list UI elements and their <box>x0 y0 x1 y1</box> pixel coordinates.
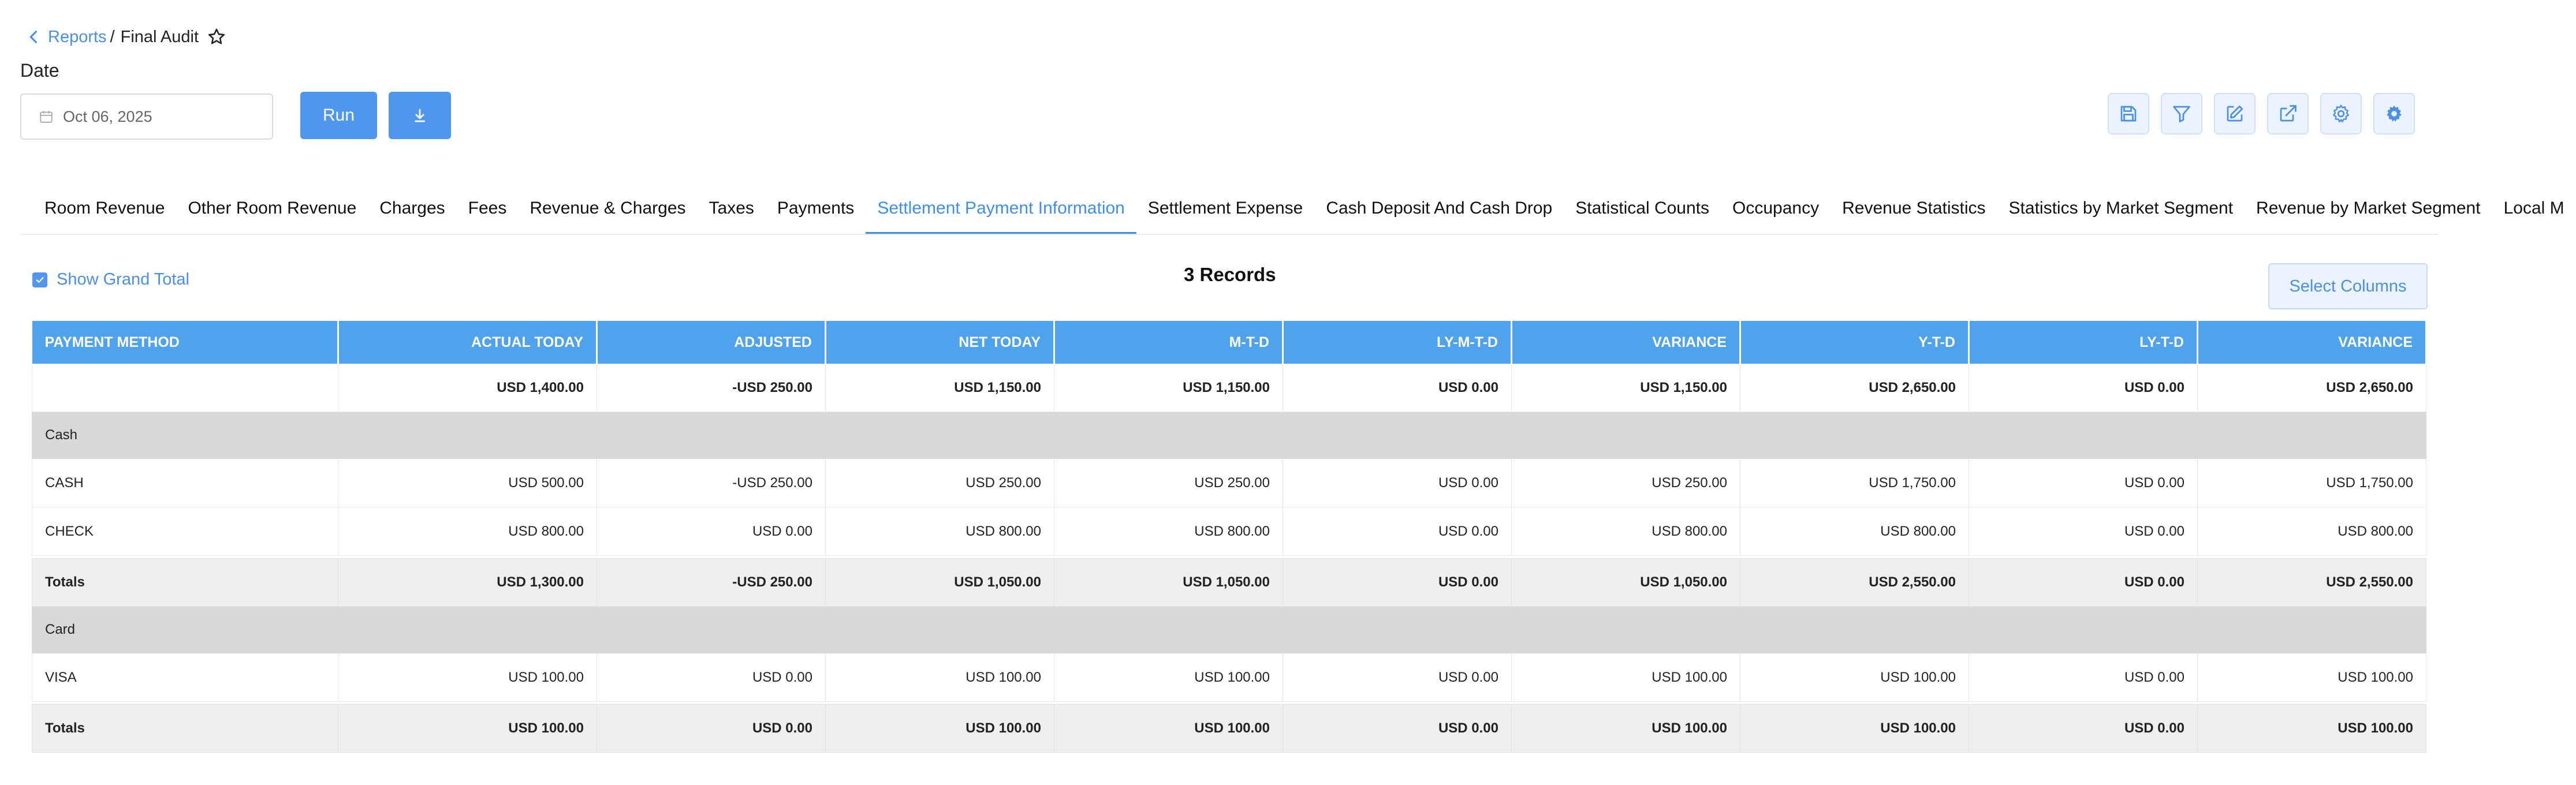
table-cell: USD 0.00 <box>597 653 826 702</box>
table-cell: USD 100.00 <box>338 653 597 702</box>
table-cell: USD 0.00 <box>1283 559 1512 607</box>
table-cell: CHECK <box>32 507 338 556</box>
table-cell: USD 0.00 <box>1283 364 1512 412</box>
tab-fees[interactable]: Fees <box>468 199 507 218</box>
group-label: Cash <box>32 412 2426 459</box>
table-cell: USD 0.00 <box>1969 459 2198 507</box>
table-cell: VISA <box>32 653 338 702</box>
breadcrumb <box>26 24 226 50</box>
breadcrumb-reports-link[interactable]: Reports <box>48 27 107 46</box>
table-cell: USD 100.00 <box>1740 653 1969 702</box>
table-cell: USD 2,550.00 <box>1740 559 1969 607</box>
table-cell: USD 0.00 <box>1969 705 2198 753</box>
table-row <box>32 653 2426 702</box>
tab-payments[interactable]: Payments <box>777 199 855 218</box>
totals-row-card <box>32 705 2426 753</box>
table-header-row <box>32 321 2426 364</box>
table-cell: USD 1,750.00 <box>2198 459 2426 507</box>
advanced-settings-button[interactable] <box>2373 93 2415 134</box>
table-cell: USD 500.00 <box>338 459 597 507</box>
table-cell: Totals <box>32 705 338 753</box>
table-cell: USD 0.00 <box>597 507 826 556</box>
star-icon[interactable] <box>207 27 226 47</box>
filter-icon <box>2171 103 2192 124</box>
tab-revenue-charges[interactable]: Revenue & Charges <box>530 199 686 218</box>
tab-occupancy[interactable]: Occupancy <box>1732 199 1820 218</box>
table-cell: USD 800.00 <box>826 507 1054 556</box>
table-cell: USD 1,150.00 <box>826 364 1054 412</box>
filter-button[interactable] <box>2161 93 2202 134</box>
table-cell: USD 250.00 <box>1054 459 1283 507</box>
table-cell: USD 800.00 <box>1512 507 1740 556</box>
column-header-net-today[interactable]: NET TODAY <box>826 321 1054 364</box>
table-cell: CASH <box>32 459 338 507</box>
column-header-variance-mtd[interactable]: VARIANCE <box>1512 321 1740 364</box>
open-external-button[interactable] <box>2267 93 2309 134</box>
table-cell: USD 0.00 <box>1969 653 2198 702</box>
table-cell: USD 2,550.00 <box>2198 559 2426 607</box>
run-button[interactable]: Run <box>300 92 377 139</box>
grand-total-label: Show Grand Total <box>57 270 189 289</box>
column-header-payment-method[interactable]: PAYMENT METHOD <box>32 321 338 364</box>
tab-settlement-expense[interactable]: Settlement Expense <box>1147 199 1303 218</box>
date-label: Date <box>20 60 59 81</box>
table-cell: USD 1,050.00 <box>1054 559 1283 607</box>
records-count: 3 Records <box>1184 264 1276 285</box>
tab-statistical-counts[interactable]: Statistical Counts <box>1575 199 1710 218</box>
totals-row-cash <box>32 559 2426 607</box>
table-cell: USD 100.00 <box>1054 705 1283 753</box>
settlement-table <box>32 321 2427 753</box>
table-cell: USD 0.00 <box>1283 459 1512 507</box>
table-cell: USD 100.00 <box>1512 705 1740 753</box>
tab-revenue-by-market-segment[interactable]: Revenue by Market Segment <box>2256 199 2481 218</box>
column-header-actual-today[interactable]: ACTUAL TODAY <box>338 321 597 364</box>
column-header-ly-mtd[interactable]: LY-M-T-D <box>1283 321 1512 364</box>
table-cell: -USD 250.00 <box>597 459 826 507</box>
page-title: Final Audit <box>120 27 199 46</box>
grand-total-row <box>32 364 2426 412</box>
table-cell: USD 0.00 <box>1283 653 1512 702</box>
table-row <box>32 459 2426 507</box>
table-cell: USD 100.00 <box>826 705 1054 753</box>
table-cell: USD 0.00 <box>597 705 826 753</box>
table-cell: USD 0.00 <box>1283 705 1512 753</box>
external-link-icon <box>2277 103 2298 124</box>
select-columns-button[interactable]: Select Columns <box>2268 263 2428 309</box>
table-cell: USD 100.00 <box>2198 705 2426 753</box>
table-cell: USD 2,650.00 <box>1740 364 1969 412</box>
table-cell: USD 800.00 <box>2198 507 2426 556</box>
download-icon <box>411 107 428 124</box>
table-cell: USD 1,300.00 <box>338 559 597 607</box>
group-row-cash <box>32 412 2426 459</box>
table-cell: USD 2,650.00 <box>2198 364 2426 412</box>
tabs-divider <box>20 234 2438 235</box>
tab-cash-deposit-and-cash-drop[interactable]: Cash Deposit And Cash Drop <box>1326 199 1553 218</box>
settings-button[interactable] <box>2320 93 2362 134</box>
tab-statistics-by-market-segment[interactable]: Statistics by Market Segment <box>2008 199 2234 218</box>
table-cell: USD 0.00 <box>1969 364 2198 412</box>
edit-button[interactable] <box>2214 93 2256 134</box>
grand-total-checkbox[interactable] <box>32 272 47 287</box>
report-tabs <box>33 190 2576 234</box>
table-cell: USD 800.00 <box>338 507 597 556</box>
tab-charges[interactable]: Charges <box>379 199 445 218</box>
save-button[interactable] <box>2108 93 2149 134</box>
table-cell: USD 1,050.00 <box>826 559 1054 607</box>
table-row <box>32 507 2426 556</box>
chevron-left-icon[interactable] <box>26 29 42 45</box>
date-value: Oct 06, 2025 <box>63 107 152 125</box>
table-cell: USD 100.00 <box>1054 653 1283 702</box>
date-field[interactable] <box>20 94 273 140</box>
table-cell: USD 0.00 <box>1969 559 2198 607</box>
table-cell: USD 1,750.00 <box>1740 459 1969 507</box>
table-cell: USD 800.00 <box>1054 507 1283 556</box>
table-cell: USD 800.00 <box>1740 507 1969 556</box>
table-cell: USD 100.00 <box>2198 653 2426 702</box>
tab-room-revenue[interactable]: Room Revenue <box>44 199 165 218</box>
column-header-ly-td[interactable]: LY-T-D <box>1969 321 2198 364</box>
table-cell: -USD 250.00 <box>597 559 826 607</box>
download-button[interactable] <box>389 92 451 139</box>
table-cell: -USD 250.00 <box>597 364 826 412</box>
table-cell: USD 250.00 <box>1512 459 1740 507</box>
table-cell: Totals <box>32 559 338 607</box>
table-cell: USD 1,400.00 <box>338 364 597 412</box>
table-cell: USD 1,150.00 <box>1054 364 1283 412</box>
column-header-mtd[interactable]: M-T-D <box>1054 321 1283 364</box>
group-label: Card <box>32 607 2426 653</box>
table-cell: USD 250.00 <box>826 459 1054 507</box>
breadcrumb-separator: / <box>110 27 115 46</box>
tab-revenue-statistics[interactable]: Revenue Statistics <box>1842 199 1986 218</box>
table-cell: USD 100.00 <box>826 653 1054 702</box>
settings-icon <box>2331 103 2351 124</box>
table-cell <box>32 364 338 412</box>
edit-icon <box>2224 103 2245 124</box>
check-icon <box>35 275 45 285</box>
tab-other-room-revenue[interactable]: Other Room Revenue <box>188 199 357 218</box>
calendar-icon <box>39 109 54 124</box>
table-cell: USD 100.00 <box>1512 653 1740 702</box>
tab-settlement-payment-information[interactable]: Settlement Payment Information <box>866 190 1136 234</box>
show-grand-total-toggle[interactable] <box>32 270 189 289</box>
column-header-variance-ytd[interactable]: VARIANCE <box>2198 321 2426 364</box>
advanced-settings-icon <box>2384 103 2404 124</box>
save-icon <box>2118 103 2139 124</box>
column-header-adjusted[interactable]: ADJUSTED <box>597 321 826 364</box>
group-row-card <box>32 607 2426 653</box>
tab-taxes[interactable]: Taxes <box>709 199 754 218</box>
column-header-ytd[interactable]: Y-T-D <box>1740 321 1969 364</box>
table-cell: USD 0.00 <box>1969 507 2198 556</box>
table-cell: USD 0.00 <box>1283 507 1512 556</box>
table-cell: USD 100.00 <box>1740 705 1969 753</box>
table-cell: USD 1,150.00 <box>1512 364 1740 412</box>
table-cell: USD 1,050.00 <box>1512 559 1740 607</box>
tab-local[interactable]: Local M <box>2503 199 2564 218</box>
table-cell: USD 100.00 <box>338 705 597 753</box>
